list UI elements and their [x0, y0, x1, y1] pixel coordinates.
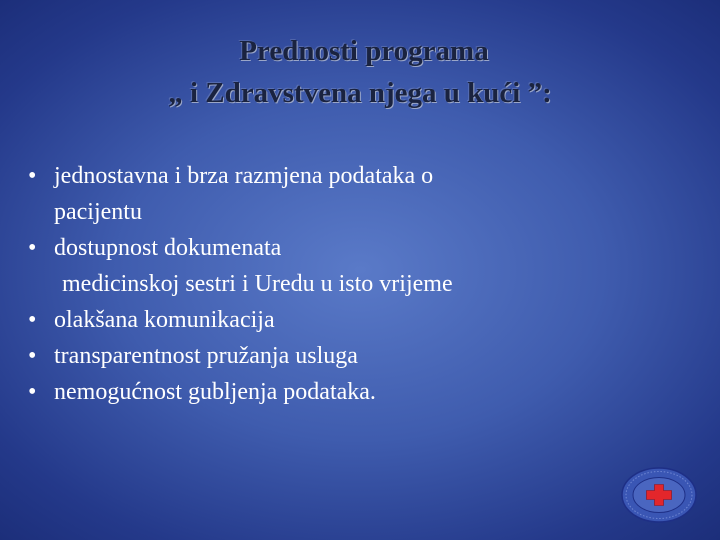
bullet-dot: • [28, 235, 37, 261]
bullet-dot: • [28, 379, 37, 405]
bullet-item [28, 158, 688, 230]
bullet-text: olakšana komunikacija [54, 307, 275, 333]
bullet-list [28, 158, 688, 410]
bullet-item [28, 302, 688, 338]
bullet-text: jednostavna i brza razmjena podataka o [54, 163, 434, 189]
bullet-item [28, 338, 688, 374]
bullet-dot: • [28, 163, 37, 189]
title-line-2: „ i Zdravstvena njega u kući ”: [168, 77, 552, 109]
bullet-dot: • [28, 343, 37, 369]
bullet-text: nemogućnost gubljenja podataka. [54, 379, 376, 405]
bullet-dot: • [28, 307, 37, 333]
bullet-text: dostupnost dokumenata [54, 235, 282, 261]
bullet-text-continuation: pacijentu [54, 199, 142, 225]
bullet-item [28, 230, 688, 302]
slide-title [0, 30, 720, 114]
title-line-1: Prednosti programa [239, 35, 489, 67]
bullet-text-continuation: medicinskoj sestri i Uredu u isto vrijeme [56, 271, 453, 297]
bullet-text: transparentnost pružanja usluga [54, 343, 358, 369]
bullet-item [28, 374, 688, 410]
red-cross-emblem-icon [620, 466, 698, 524]
